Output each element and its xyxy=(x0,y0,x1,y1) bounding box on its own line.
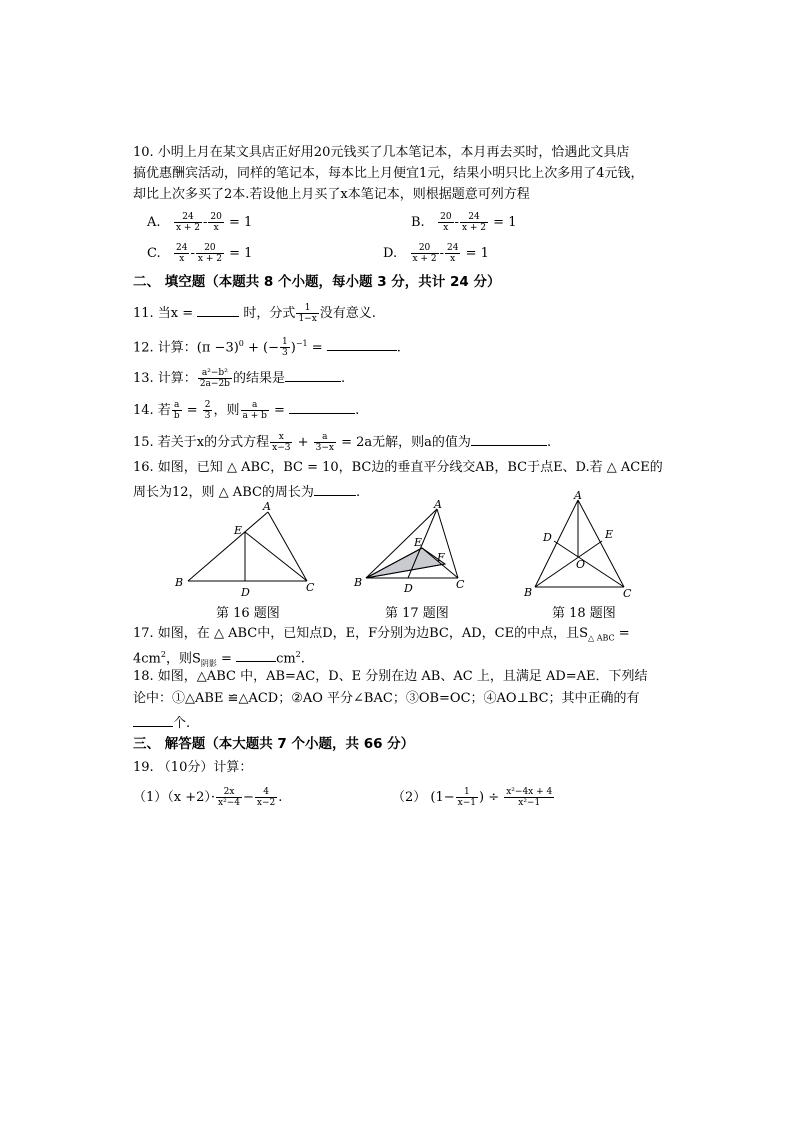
q17-line2: $4cm^2$，则$S_{阴影} = cm^2$. xyxy=(133,650,305,668)
q15-blank[interactable] xyxy=(471,432,547,446)
q12: 12. 计算：$(\pi -3)^0$ + (− $\frac{1}{3}$ )$^{-1}$ = . xyxy=(133,337,401,359)
q18-line3: 个. xyxy=(133,713,190,732)
q17-blank[interactable] xyxy=(236,648,276,662)
q15: 15. 若关于x的分式方程 $\frac{x}{x-3}$ + $\frac{a}{3-x}$ = 2a无解，则a的值为 . xyxy=(133,432,552,453)
q13: 13. 计算： $\frac{\text{a²−b²}}{2a-2b}$ 的结果是 . xyxy=(133,368,346,389)
fig18-label-a: A xyxy=(574,490,582,502)
q10-option-a: A. $\frac{24}{x + 2}$ - $\frac{20}{x}$ = 1 xyxy=(147,212,253,233)
q10-line2: 搞优惠酬宾活动，同样的笔记本，每本比上月便宜1元，结果小明只比上次多用了4元钱， xyxy=(133,166,644,181)
fig17-label-f: F xyxy=(437,551,445,564)
q19-title: 19. （10分）计算： xyxy=(133,760,253,775)
q19-part2: （2） (1− $\frac{1}{x-1}$ ) ÷ $\frac{\text{x²−4x + 4}}{\text{x²−1}}$ xyxy=(392,787,553,808)
q10-option-b: B. $\frac{20}{x}$ - $\frac{24}{x + 2}$ = 1 xyxy=(411,212,517,233)
q10-option-c: C. $\frac{24}{x}$ - $\frac{20}{x + 2}$ = 1 xyxy=(147,243,253,264)
fig17-label-d: D xyxy=(404,582,413,595)
q11-blank[interactable] xyxy=(197,303,239,317)
q13-blank[interactable] xyxy=(285,368,341,382)
caption-fig16: 第 16 题图 xyxy=(216,606,280,621)
q17-line1: 17. 如图，在 △ ABC中，已知点D，E，F分别为边BC，AD，CE的中点，且$S_{\triangle ABC}$ = xyxy=(133,626,630,643)
q10-option-d: D. $\frac{20}{x + 2}$ - $\frac{24}{x}$ = 1 xyxy=(383,243,489,264)
fig17-label-b: B xyxy=(354,576,363,589)
q11: 11. 当x = 时，分式 $\frac{1}{1-x}$ 没有意义. xyxy=(133,303,376,324)
q12-blank[interactable] xyxy=(327,337,397,351)
q10-line3: 却比上次多买了2本.若设他上月买了x本笔记本，则根据题意可列方程 xyxy=(133,187,530,202)
fig18-label-o: O xyxy=(576,558,586,571)
q16-line1: 16. 如图，已知 △ ABC，BC = 10，BC边的垂直平分线交AB，BC于点E、D.若 △ ACE的 xyxy=(133,460,663,475)
fig16-label-a: A xyxy=(263,500,271,513)
figure-17 xyxy=(348,498,478,602)
q16-blank[interactable] xyxy=(314,482,356,496)
q18-line1: 18. 如图，△ABC 中，AB=AC，D、E 分别在边 AB、AC 上，且满足 AD=AE．下列结 xyxy=(133,669,648,684)
q19-part1: （1）（x +2）· $\frac{2x}{\text{x²−4}}$ − $\frac{4}{x-2}$ . xyxy=(133,787,283,808)
fig17-label-a: A xyxy=(434,498,442,511)
section-3-heading: 三、 解答题（本大题共 7 个小题，共 66 分） xyxy=(133,736,415,752)
q18-line2: 论中：①△ABE ≌△ACD；②AO 平分∠BAC；③OB=OC；④AO⊥BC；其中正确的有 xyxy=(133,691,640,706)
q16-line2: 周长为12，则 △ ABC的周长为 . xyxy=(133,482,360,501)
fig16-label-c: C xyxy=(306,581,315,594)
fig16-label-d: D xyxy=(241,586,250,599)
fig18-label-b: B xyxy=(524,586,533,599)
section-2-heading: 二、 填空题（本题共 8 个小题，每小题 3 分，共计 24 分） xyxy=(133,274,501,290)
fig17-label-c: C xyxy=(456,578,465,591)
fig18-label-c: C xyxy=(623,587,632,600)
q14: 14. 若 $\frac{a}{b}$ = $\frac{2}{3}$ ，则 $\frac{a}{a + b}$ = . xyxy=(133,400,360,421)
fig16-label-e: E xyxy=(234,524,243,537)
q18-blank[interactable] xyxy=(133,713,173,727)
fig17-shaded-region xyxy=(366,548,445,578)
q14-blank[interactable] xyxy=(289,400,355,414)
figure-16 xyxy=(170,498,320,602)
q10-line1: 10. 小明上月在某文具店正好用20元钱买了几本笔记本，本月再去买时，恰遇此文具店 xyxy=(133,145,630,160)
fig16-label-b: B xyxy=(175,576,184,589)
fig18-label-e: E xyxy=(605,528,614,541)
caption-fig18: 第 18 题图 xyxy=(552,606,616,621)
fig17-label-e: E xyxy=(414,536,423,549)
figure-18 xyxy=(520,490,632,602)
caption-fig17: 第 17 题图 xyxy=(385,606,449,621)
fig18-label-d: D xyxy=(543,531,552,544)
